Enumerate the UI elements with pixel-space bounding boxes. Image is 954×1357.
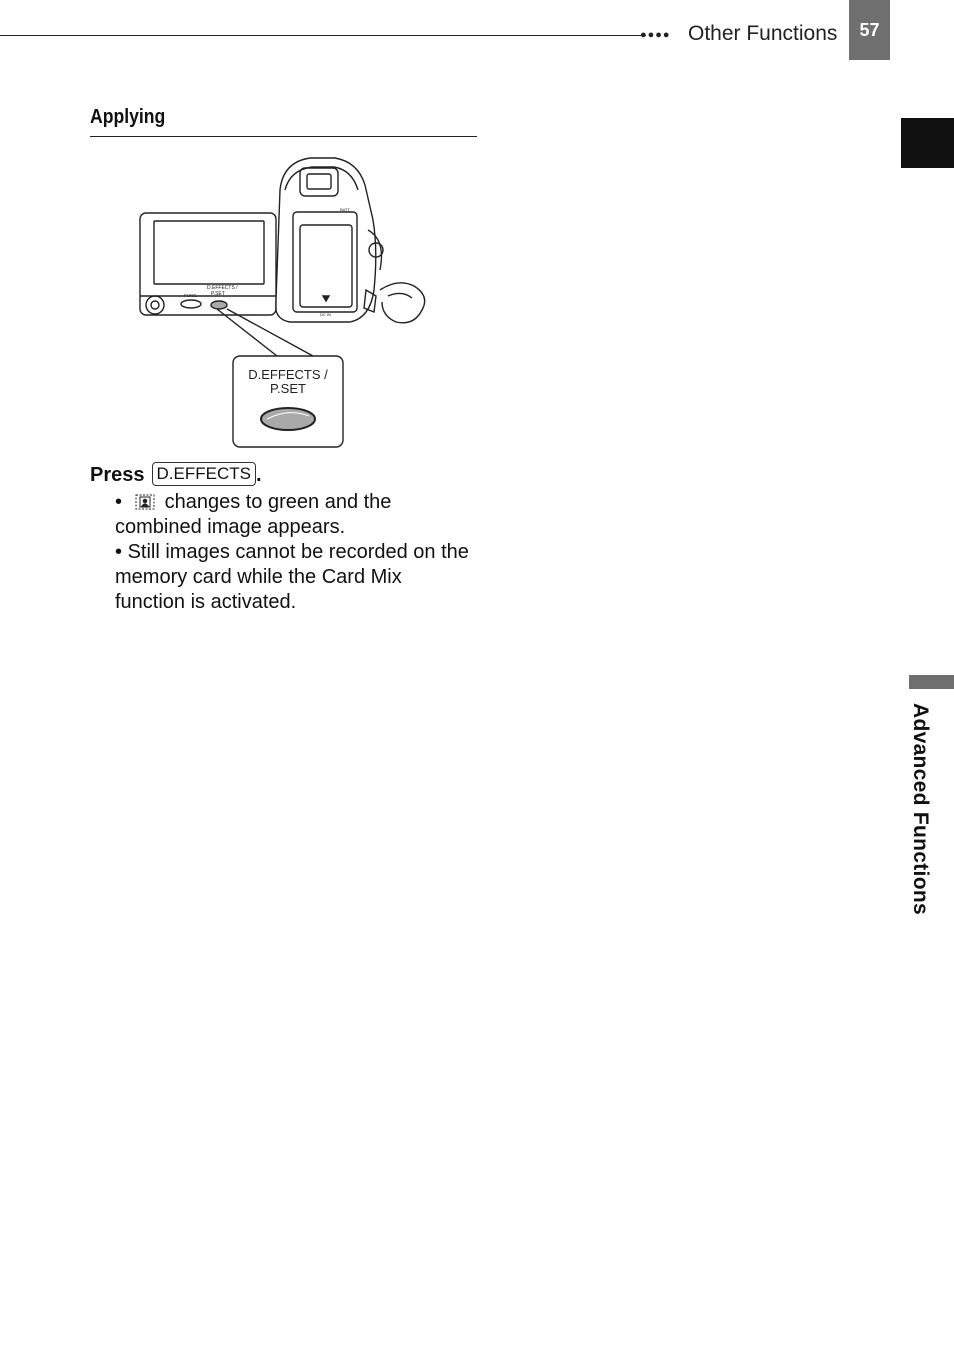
bullet-marker: • bbox=[115, 491, 123, 513]
small-button-label-1: D.EFFECTS / bbox=[207, 285, 238, 291]
d-effects-key: D.EFFECTS bbox=[152, 462, 256, 486]
camcorder-illustration bbox=[130, 150, 440, 455]
bullet-marker: • bbox=[115, 541, 123, 563]
header-rule bbox=[0, 35, 646, 36]
d-effects-button-large bbox=[261, 408, 315, 430]
chapter-edge-marker bbox=[901, 118, 954, 168]
header-section-title: Other Functions bbox=[688, 22, 838, 45]
lcd-panel-outline bbox=[140, 213, 276, 315]
page-number-tab bbox=[849, 0, 890, 60]
bullet-item bbox=[115, 540, 475, 615]
grip-strap bbox=[380, 283, 425, 323]
callout-label-line1: D.EFFECTS / bbox=[248, 367, 328, 382]
page-number: 57 bbox=[859, 19, 880, 40]
bullet-item bbox=[115, 490, 475, 540]
bullet-text: changes to green and the combined image appears. bbox=[115, 491, 392, 538]
bullet-list bbox=[115, 490, 475, 615]
batt-label: BATT. bbox=[340, 207, 351, 212]
card-mix-icon bbox=[134, 493, 156, 511]
press-label: Press bbox=[90, 464, 145, 486]
side-chapter-title: Advanced Functions bbox=[909, 703, 932, 915]
header-dots: ●●●● bbox=[640, 29, 671, 41]
small-button-label-2: P.SET bbox=[211, 291, 225, 297]
d-effects-small-button bbox=[211, 301, 227, 309]
step-instruction bbox=[90, 461, 262, 489]
bullet-text: Still images cannot be recorded on the memory card while the Card Mix function is activated. bbox=[115, 541, 469, 613]
section-heading: Applying bbox=[90, 106, 166, 128]
section-rule bbox=[90, 136, 477, 137]
func-label: FUNC. bbox=[184, 293, 198, 298]
step-period: . bbox=[255, 464, 262, 486]
dcin-label: DC IN bbox=[320, 312, 331, 317]
callout-label-line2: P.SET bbox=[270, 381, 306, 396]
chapter-edge-bar bbox=[909, 675, 954, 689]
